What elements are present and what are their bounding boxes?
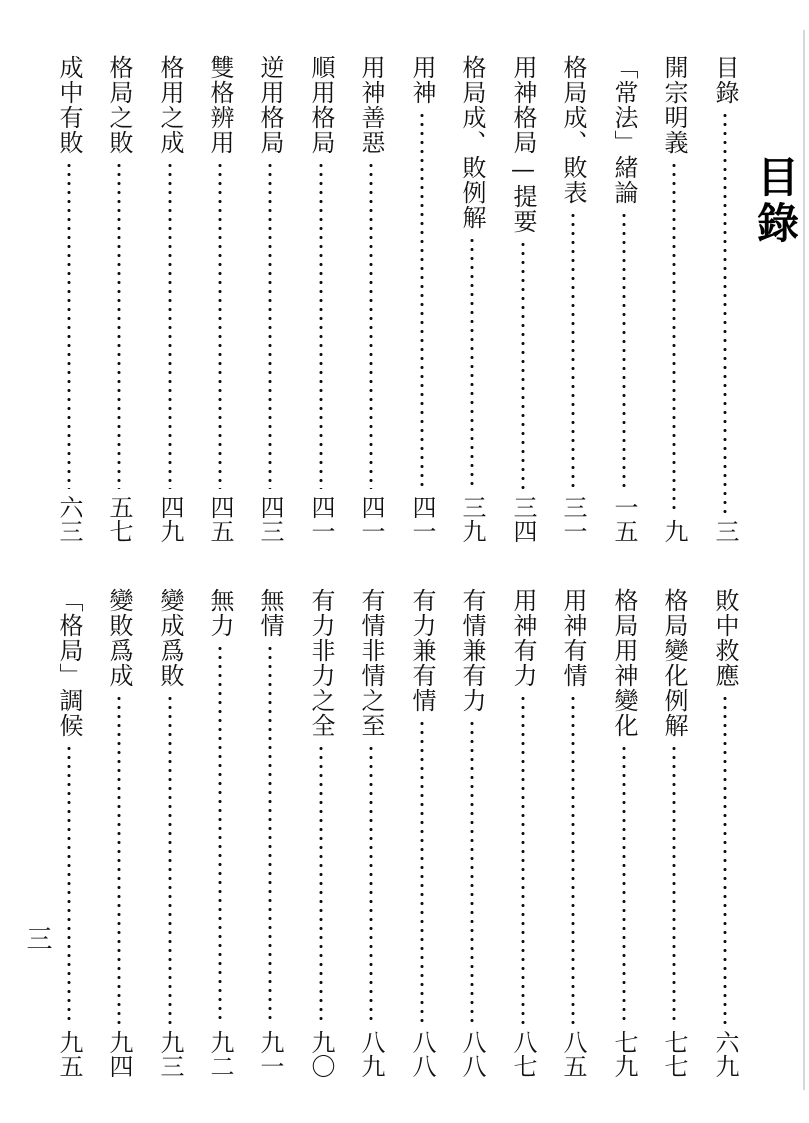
toc-entry-title: 格局成、敗例解	[458, 55, 486, 230]
toc-entry-title: 敗中救應	[711, 588, 739, 688]
toc-entry-title: 用神有力	[509, 588, 537, 688]
toc-entry	[101, 55, 137, 543]
toc-entry-page: 四一	[357, 495, 385, 543]
toc-entry-page: 九	[660, 519, 688, 543]
toc-entry-title: 格用之成	[156, 55, 184, 155]
toc-entry-title: 用神	[408, 55, 436, 105]
toc-entry-page: 八五	[559, 1030, 587, 1078]
toc-leader-dots	[672, 744, 676, 1024]
toc-entry-title: 用神格局—提要	[509, 55, 537, 234]
toc-leader-dots	[571, 211, 575, 489]
toc-leader-dots	[218, 644, 222, 1024]
toc-entry	[606, 55, 642, 543]
toc-leader-dots	[723, 111, 727, 513]
toc-entry	[152, 588, 188, 1078]
toc-leader-dots	[521, 694, 525, 1024]
toc-entry-title: 格局成、敗表	[559, 55, 587, 205]
toc-entry-page: 四一	[408, 495, 436, 543]
toc-leader-dots	[67, 161, 71, 489]
toc-entry-page: 八八	[458, 1030, 486, 1078]
toc-entry-page: 九〇	[307, 1030, 335, 1078]
toc-entry-page: 八七	[509, 1030, 537, 1078]
toc-leader-dots	[268, 161, 272, 489]
toc-leader-dots	[319, 744, 323, 1024]
toc-entry-page: 七九	[610, 1030, 638, 1078]
toc-leader-dots	[67, 744, 71, 1024]
toc-leader-dots	[168, 694, 172, 1024]
toc-entry-page: 九三	[156, 1030, 184, 1078]
toc-entry-page: 四三	[256, 495, 284, 543]
toc-entry-title: 有情兼有力	[458, 588, 486, 713]
toc-entry-page: 一五	[610, 495, 638, 543]
toc-entry-page: 三一	[559, 495, 587, 543]
toc-entry	[454, 55, 490, 543]
toc-leader-dots	[622, 211, 626, 489]
page-title: 目錄	[751, 155, 800, 247]
toc-entry-title: 雙格辨用	[206, 55, 234, 155]
toc-entry-title: 開宗明義	[660, 55, 688, 155]
toc-entry	[51, 55, 87, 543]
toc-entry-page: 三四	[509, 495, 537, 543]
toc-entry-title: 目錄	[711, 55, 739, 105]
toc-entry	[606, 588, 642, 1078]
toc-entry	[656, 55, 692, 543]
toc-entry-title: 有力非力之全	[307, 588, 335, 738]
page-edge	[803, 30, 805, 1090]
toc-entry	[454, 588, 490, 1078]
toc-entry-title: 用神善惡	[357, 55, 385, 155]
toc-entry-title: 格局用神變化	[610, 588, 638, 738]
toc-entry-page: 四一	[307, 495, 335, 543]
toc-entry	[303, 588, 339, 1078]
toc-leader-dots	[470, 236, 474, 489]
toc-entry-page: 九一	[256, 1030, 284, 1078]
toc-entry-title: 變敗爲成	[105, 588, 133, 688]
toc-entry-page: 五七	[105, 495, 133, 543]
toc-entry	[505, 588, 541, 1078]
toc-entry-page: 六九	[711, 1030, 739, 1078]
toc-entry-page: 七七	[660, 1030, 688, 1078]
toc-entry-title: 無力	[206, 588, 234, 638]
toc-leader-dots	[672, 161, 676, 513]
toc-entry	[707, 588, 743, 1078]
toc-leader-dots	[420, 111, 424, 489]
toc-entry-page: 九五	[55, 1030, 83, 1078]
toc-leader-dots	[117, 694, 121, 1024]
toc-entry-title: 逆用格局	[256, 55, 284, 155]
toc-entry	[353, 55, 389, 543]
toc-entry-title: 「常法」緒論	[610, 55, 638, 205]
toc-entry-title: 用神有情	[559, 588, 587, 688]
toc-entry-page: 九四	[105, 1030, 133, 1078]
toc-entry-title: 格局之敗	[105, 55, 133, 155]
toc-entry	[152, 55, 188, 543]
toc-entry-page: 八八	[408, 1030, 436, 1078]
toc-leader-dots	[521, 240, 525, 489]
toc-leader-dots	[369, 161, 373, 489]
toc-entry	[252, 55, 288, 543]
toc-leader-dots	[168, 161, 172, 489]
toc-entry	[252, 588, 288, 1078]
toc-leader-dots	[622, 744, 626, 1024]
toc-entry	[404, 55, 440, 543]
toc-entry-title: 有力兼有情	[408, 588, 436, 713]
toc-entry	[555, 588, 591, 1078]
toc-entry	[656, 588, 692, 1078]
toc-entry-page: 八九	[357, 1030, 385, 1078]
toc-entry-page: 四九	[156, 495, 184, 543]
toc-entry	[707, 55, 743, 543]
toc-entry-title: 順用格局	[307, 55, 335, 155]
toc-entry	[202, 55, 238, 543]
toc-entry	[404, 588, 440, 1078]
toc-entry	[101, 588, 137, 1078]
toc-leader-dots	[470, 719, 474, 1024]
toc-entry-page: 六三	[55, 495, 83, 543]
toc-leader-dots	[420, 719, 424, 1024]
toc-entry-title: 「格局」調候	[55, 588, 83, 738]
toc-leader-dots	[319, 161, 323, 489]
toc-entry-page: 四五	[206, 495, 234, 543]
toc-entry	[353, 588, 389, 1078]
toc-entry	[51, 588, 87, 1078]
toc-entry-title: 變成爲敗	[156, 588, 184, 688]
toc-leader-dots	[571, 694, 575, 1024]
toc-entry-page: 九二	[206, 1030, 234, 1078]
toc-entry-title: 無情	[256, 588, 284, 638]
toc-entry	[202, 588, 238, 1078]
toc-leader-dots	[723, 694, 727, 1024]
toc-leader-dots	[117, 161, 121, 489]
toc-entry-title: 成中有敗	[55, 55, 83, 155]
toc-entry-page: 三	[711, 519, 739, 543]
toc-leader-dots	[369, 744, 373, 1024]
toc-entry-title: 有情非情之至	[357, 588, 385, 738]
toc-entry-page: 三九	[458, 495, 486, 543]
toc-leader-dots	[268, 644, 272, 1024]
toc-entry	[555, 55, 591, 543]
toc-entry	[505, 55, 541, 543]
toc-leader-dots	[218, 161, 222, 489]
toc-entry-title: 格局變化例解	[660, 588, 688, 738]
page-number: 三	[22, 925, 52, 951]
toc-entry	[303, 55, 339, 543]
